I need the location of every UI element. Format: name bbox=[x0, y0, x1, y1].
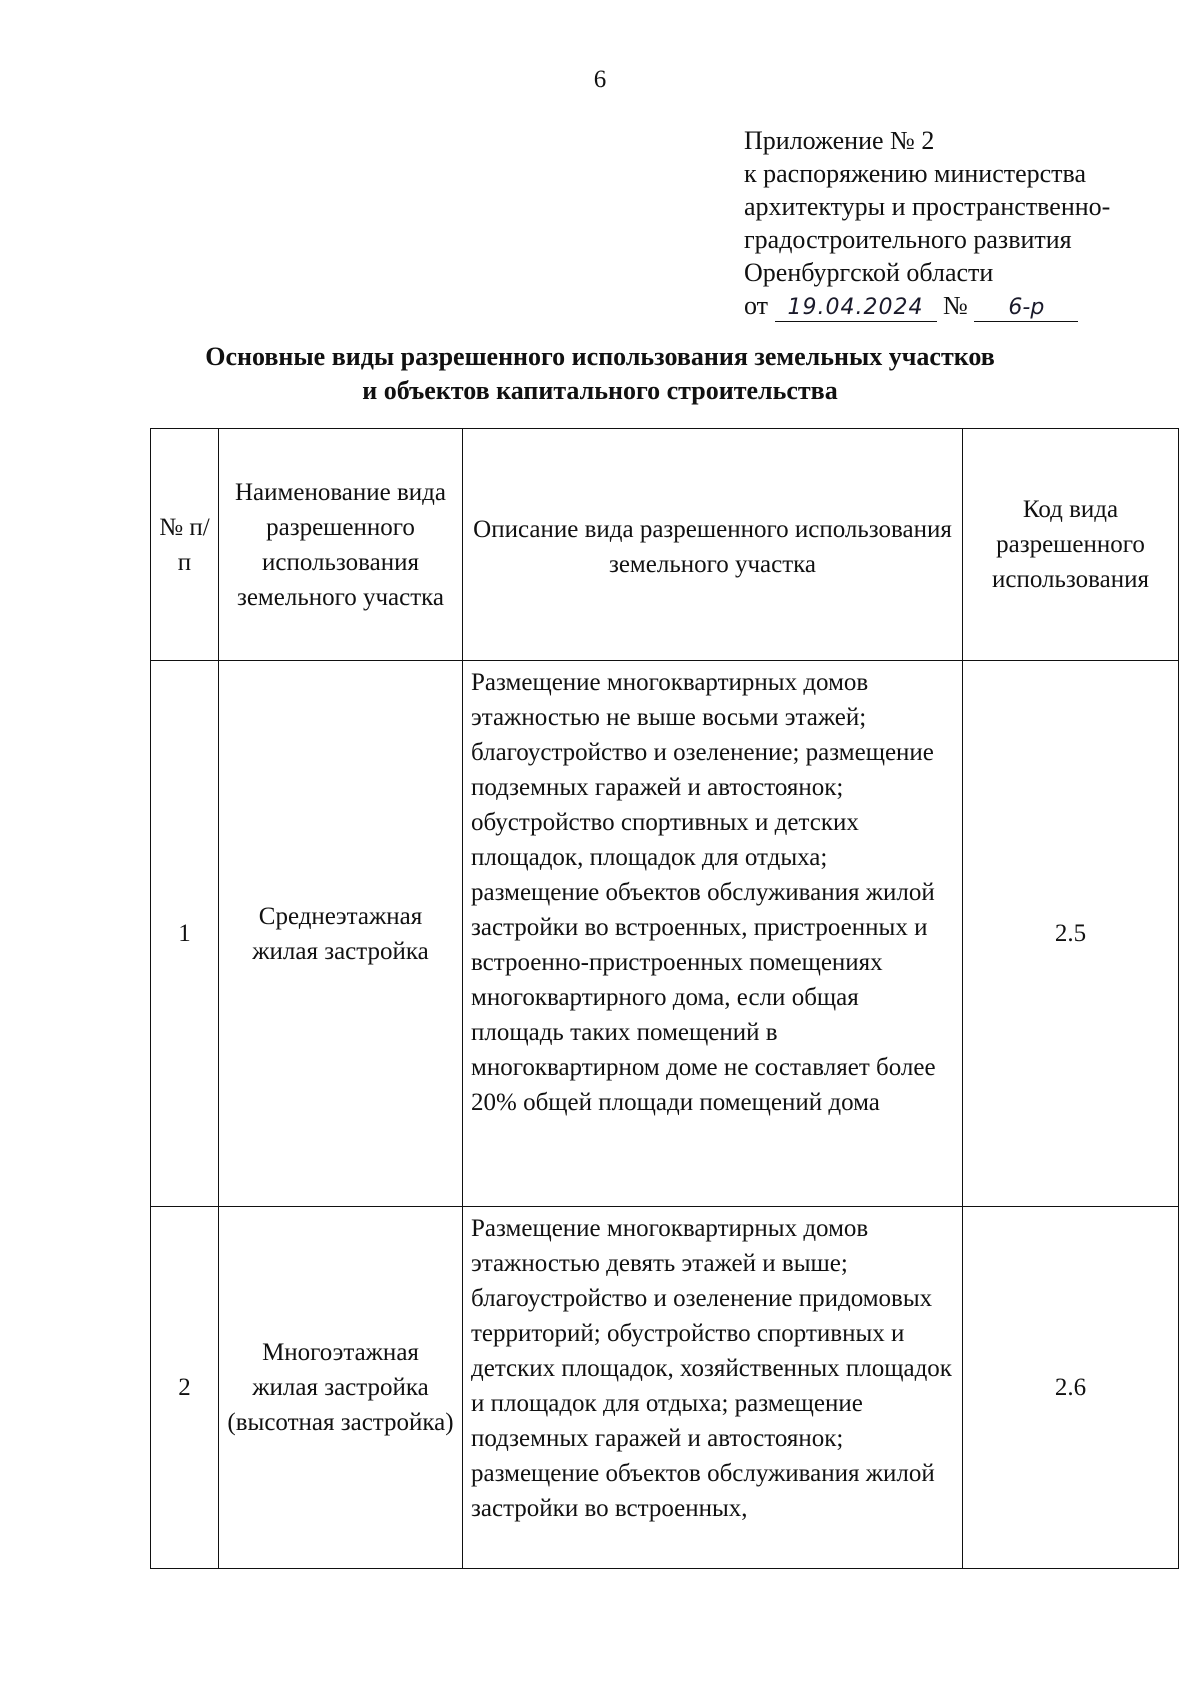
appendix-title: Приложение № 2 bbox=[744, 126, 935, 155]
appendix-line-2: к распоряжению министерства bbox=[744, 159, 1087, 188]
row-num: 1 bbox=[151, 661, 219, 1207]
table-row bbox=[151, 661, 1179, 1207]
appendix-line-3: архитектуры и пространственно- bbox=[744, 192, 1111, 221]
header-description: Описание вида разрешенного использования земельного участка bbox=[463, 429, 963, 661]
title-line-2: и объектов капитального строительства bbox=[362, 376, 838, 405]
row-name: Многоэтажная жилая застройка (высотная застройка) bbox=[219, 1207, 463, 1569]
document-title bbox=[200, 340, 1000, 408]
row-num: 2 bbox=[151, 1207, 219, 1569]
row-description: Размещение многоквартирных домов этажностью девять этажей и выше; благоустройство и озеленение придомовых территорий; обустройство спортивных и детских площадок, хозяйственных площадок и площадок для отдыха; размещение подземных гаражей и автостоянок; размещение объектов обслуживания жилой застройки во встроенных, bbox=[463, 1207, 963, 1569]
handwritten-date: 19.04.2024 bbox=[775, 295, 937, 322]
row-code: 2.5 bbox=[963, 661, 1179, 1207]
appendix-line-5: Оренбургской области bbox=[744, 258, 994, 287]
header-code: Код вида разрешенного использования bbox=[963, 429, 1179, 661]
appendix-date-line bbox=[744, 289, 1174, 322]
handwritten-number: 6-р bbox=[974, 295, 1078, 322]
land-use-table bbox=[150, 428, 1179, 1569]
header-num: № п/п bbox=[151, 429, 219, 661]
header-name: Наименование вида разрешенного использования земельного участка bbox=[219, 429, 463, 661]
from-label: от bbox=[744, 291, 769, 320]
number-label: № bbox=[943, 291, 968, 320]
table-row bbox=[151, 1207, 1179, 1569]
title-line-1: Основные виды разрешенного использования земельных участков bbox=[205, 342, 995, 371]
appendix-block bbox=[744, 124, 1174, 322]
row-code: 2.6 bbox=[963, 1207, 1179, 1569]
table-header-row bbox=[151, 429, 1179, 661]
row-description: Размещение многоквартирных домов этажностью не выше восьми этажей; благоустройство и озеленение; размещение подземных гаражей и автостоянок; обустройство спортивных и детских площадок, площадок для отдыха; размещение объектов обслуживания жилой застройки во встроенных, пристроенных и встроенно-пристроенных помещениях многоквартирного дома, если общая площадь таких помещений в многоквартирном доме не составляет более 20% общей площади помещений дома bbox=[463, 661, 963, 1207]
page-number: 6 bbox=[593, 66, 607, 93]
row-name: Среднеэтажная жилая застройка bbox=[219, 661, 463, 1207]
appendix-line-4: градостроительного развития bbox=[744, 225, 1072, 254]
